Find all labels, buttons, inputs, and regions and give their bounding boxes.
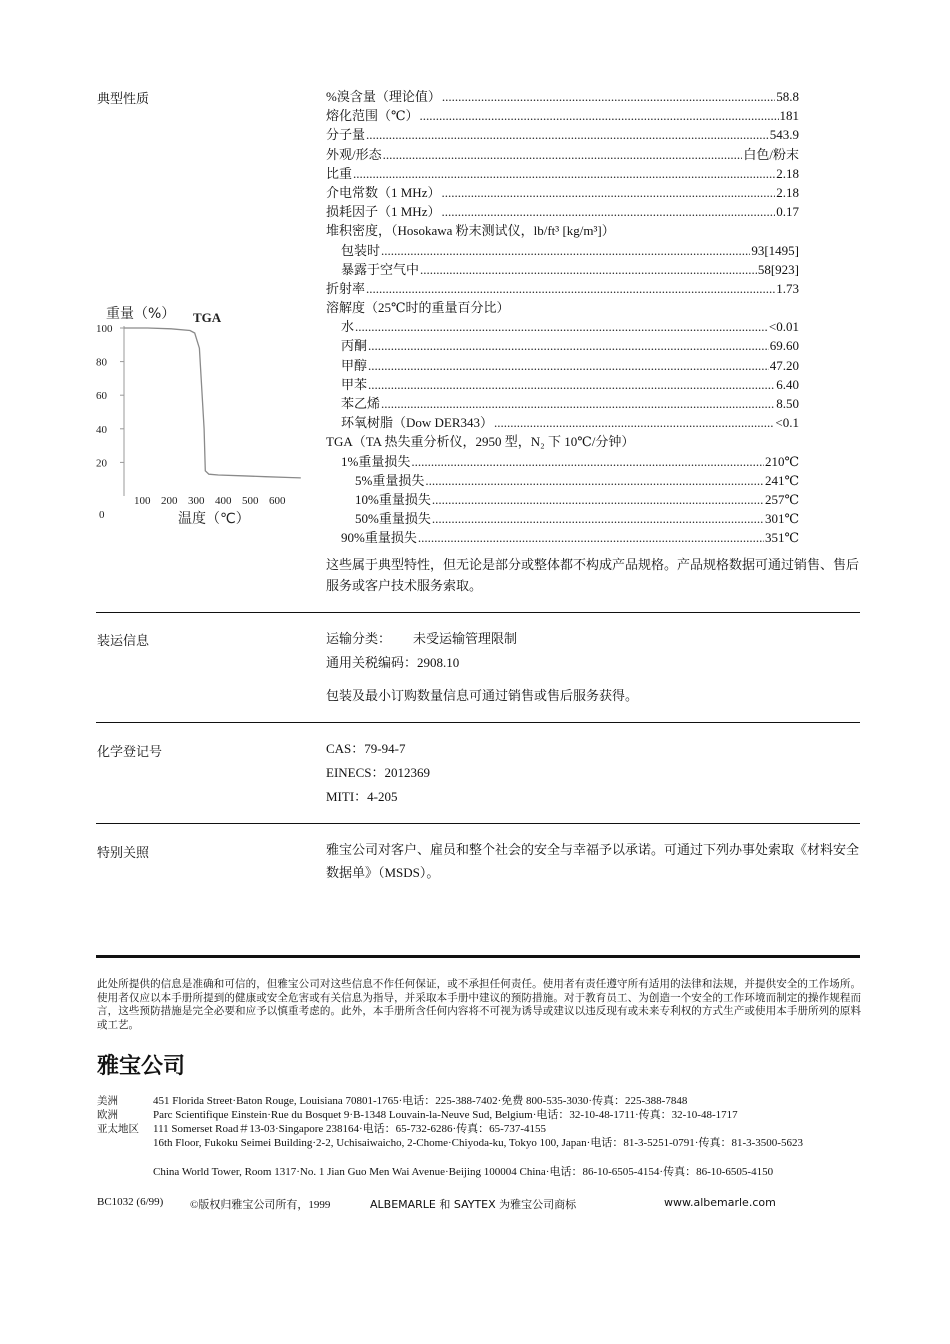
- chart-y-tick-label: 40: [96, 423, 107, 436]
- property-label: 比重: [326, 165, 353, 181]
- property-label: 90%重量损失: [341, 530, 417, 546]
- tariff-code: 通用关税编码：2908.10: [326, 655, 460, 670]
- chart-y-tick-label: 60: [96, 390, 107, 403]
- chart-y-tick-label: 80: [96, 356, 107, 369]
- property-row: [326, 528, 799, 547]
- property-group-header: 堆积密度，（Hosokawa 粉末测试仪，lb/ft³ [kg/m³]）: [326, 223, 615, 239]
- chart-title: TGA: [193, 310, 222, 325]
- dot-leader: [381, 394, 775, 413]
- property-row: [326, 336, 799, 355]
- section-label-special: 特别关照: [97, 846, 150, 861]
- footer-website: www.albemarle.com: [664, 1196, 776, 1209]
- property-value: 0.17: [776, 204, 799, 220]
- property-row: [326, 241, 799, 260]
- section-label-shipping: 装运信息: [97, 634, 150, 649]
- dot-leader: [432, 490, 764, 509]
- property-label: 甲苯: [341, 376, 368, 392]
- property-value: 58.8: [776, 89, 799, 104]
- chart-x-tick-label: 600: [269, 495, 286, 507]
- section-label-typical-properties: 典型性质: [97, 92, 150, 107]
- property-row: [326, 413, 799, 432]
- miti-number: MITI：4-205: [326, 789, 398, 804]
- chart-x-tick-label: 400: [215, 495, 232, 507]
- footer-code: BC1032 (6/99): [97, 1196, 164, 1208]
- company-name: 雅宝公司: [97, 1054, 186, 1079]
- property-label: 1%重量损失: [341, 453, 411, 469]
- property-value: 181: [779, 108, 799, 124]
- property-row: [326, 317, 799, 336]
- cas-number: CAS：79-94-7: [326, 741, 406, 756]
- dot-leader: [366, 279, 775, 298]
- property-value: 93[1495]: [751, 242, 799, 258]
- property-row: [326, 125, 799, 144]
- office-region: 亚太地区: [97, 1123, 139, 1135]
- property-label: 50%重量损失: [355, 511, 431, 527]
- property-value: 2.18: [776, 184, 799, 200]
- property-label: 甲醇: [341, 357, 368, 373]
- shipping-class: [326, 628, 861, 649]
- packaging-info: 包装及最小订购数量信息可通过销售或售后服务获得。: [326, 688, 639, 703]
- property-value: 351℃: [764, 530, 799, 546]
- footer-trademark: ALBEMARLE 和 SAYTEX 为雅宝公司商标: [370, 1198, 577, 1211]
- property-value: 543.9: [769, 127, 799, 143]
- divider-thick: [96, 955, 860, 958]
- property-label: 折射率: [326, 280, 366, 296]
- office-address: 16th Floor, Fukoku Seimei Building·2-2, Uchisaiwaicho, 2-Chome·Chiyoda-ku, Tokyo 100, Japan·电话：81-3-5251-0791·传真：81-3-3500-5623: [153, 1137, 803, 1149]
- office-address: 451 Florida Street·Baton Rouge, Louisiana 70801-1765·电话：225-388-7402·免费 800-535-3030·传真：225-388-7848: [153, 1095, 688, 1107]
- dot-leader: [442, 87, 775, 106]
- property-value: 1.73: [776, 280, 799, 296]
- property-group-header: TGA（TA 热失重分析仪，2950 型，N₂ 下 10℃/分钟）: [326, 434, 635, 450]
- dot-leader: [368, 336, 769, 355]
- property-value: 58[923]: [757, 261, 799, 277]
- office-region: 欧洲: [97, 1109, 118, 1121]
- property-value: <0.01: [768, 319, 799, 335]
- property-list: [326, 87, 799, 548]
- chart-xlabel: 温度（℃）: [178, 511, 250, 527]
- property-label: 损耗因子（1 MHz）: [326, 204, 441, 220]
- property-value: 241℃: [764, 472, 799, 488]
- chart-x-tick-label: 200: [161, 495, 178, 507]
- property-label: 介电常数（1 MHz）: [326, 184, 441, 200]
- section-label-registry: 化学登记号: [97, 745, 163, 760]
- dot-leader: [494, 413, 774, 432]
- property-row: [326, 356, 799, 375]
- office-address: Parc Scientifique Einstein·Rue du Bosquet 9·B-1348 Louvain-la-Neuve Sud, Belgium·电话：32-10-48-1711·传真：32-10-48-1717: [153, 1109, 738, 1121]
- dot-leader: [383, 145, 743, 164]
- chart-x-tick-label: 300: [188, 495, 205, 507]
- property-row: [326, 260, 799, 279]
- property-value: 6.40: [776, 376, 799, 392]
- property-label: 环氧树脂（Dow DER343）: [341, 415, 494, 431]
- property-label: 分子量: [326, 127, 366, 143]
- dot-leader: [418, 528, 764, 547]
- divider: [96, 823, 860, 824]
- property-row: [326, 452, 799, 471]
- property-row: [326, 509, 799, 528]
- chart-series-line: [124, 328, 301, 478]
- einecs-number: EINECS：2012369: [326, 765, 431, 780]
- property-row: [326, 471, 799, 490]
- property-label: 熔化范围（℃）: [326, 108, 419, 124]
- tga-chart: [86, 300, 336, 535]
- property-value: <0.1: [775, 415, 799, 431]
- property-row: [326, 164, 799, 183]
- property-row: [326, 490, 799, 509]
- property-row: [326, 87, 799, 106]
- chart-y-tick-label: 100: [96, 323, 113, 335]
- chart-origin-label: 0: [99, 509, 105, 521]
- typical-note: 这些属于典型特性，但无论是部分或整体都不构成产品规格。产品规格数据可通过销售、售后服务或客户技术服务索取。: [326, 557, 860, 593]
- property-row: [326, 279, 799, 298]
- property-value: 257℃: [764, 491, 799, 507]
- divider: [96, 612, 860, 613]
- dot-leader: [441, 202, 775, 221]
- property-label: 包装时: [341, 242, 381, 258]
- property-label: 外观/形态: [326, 146, 382, 162]
- dot-leader: [381, 241, 750, 260]
- property-value: 210℃: [764, 453, 799, 469]
- property-label: 10%重量损失: [355, 491, 431, 507]
- property-value: 2.18: [776, 165, 799, 181]
- property-group-header: 溶解度（25℃时的重量百分比）: [326, 300, 510, 316]
- property-row: [326, 202, 799, 221]
- dot-leader: [353, 164, 775, 183]
- office-address: 111 Somerset Road＃13-03·Singapore 238164·电话：65-732-6286·传真：65-737-4155: [153, 1123, 546, 1135]
- dot-leader: [441, 183, 775, 202]
- chart-y-tick-label: 20: [96, 457, 107, 470]
- special-text: 雅宝公司对客户、雇员和整个社会的安全与幸福予以承诺。可通过下列办事处索取《材料安全数据单》（MSDS）。: [326, 842, 860, 880]
- dot-leader: [411, 452, 764, 471]
- dot-leader: [425, 471, 764, 490]
- dot-leader: [368, 356, 769, 375]
- dot-leader: [366, 125, 769, 144]
- chart-x-tick-label: 100: [134, 495, 151, 507]
- divider: [96, 722, 860, 723]
- property-row: [326, 145, 799, 164]
- property-label: 苯乙烯: [341, 396, 381, 411]
- dot-leader: [420, 260, 757, 279]
- property-value: 8.50: [776, 396, 799, 411]
- property-label: %溴含量（理论值）: [326, 89, 441, 104]
- disclaimer: 此处所提供的信息是准确和可信的，但雅宝公司对这些信息不作任何保证，或不承担任何责任。使用者有责任遵守所有适用的法律和法规，并提供安全的工作场所。使用者仅应以本手册所提到的健康或安全危害或有关信息为指导，并采取本手册中建议的预防措施。对于教育员工、为创造一个安全的工作环境而制定的操作规程而言，这些预防措施是完全必要和应予以慎重考虑的。此外，本手册所含任何内容将不可视为诱导或建议以违反现有或未来专利权的方式生产或使用本手册所列的原料或工艺。: [97, 978, 861, 1031]
- shipping-class-value: 未受运输管理限制: [413, 631, 518, 646]
- property-row: [326, 394, 799, 413]
- property-label: 丙酮: [341, 338, 368, 354]
- property-row: [326, 106, 799, 125]
- property-value: 69.60: [769, 338, 799, 354]
- chart-ylabel: 重量（%）: [106, 306, 176, 322]
- property-label: 暴露于空气中: [341, 261, 420, 277]
- office-region: 美洲: [97, 1095, 118, 1107]
- dot-leader: [420, 106, 779, 125]
- property-value: 白色/粉末: [743, 146, 799, 162]
- property-row: [326, 183, 799, 202]
- property-row: [326, 375, 799, 394]
- property-value: 47.20: [769, 357, 799, 373]
- dot-leader: [432, 509, 764, 528]
- shipping-class-label: 运输分类：: [326, 631, 392, 646]
- property-label: 水: [341, 319, 355, 335]
- chart-x-tick-label: 500: [242, 495, 259, 507]
- dot-leader: [368, 375, 775, 394]
- footer-copyright: ©版权归雅宝公司所有，1999: [190, 1199, 331, 1211]
- property-label: 5%重量损失: [355, 472, 425, 488]
- property-value: 301℃: [764, 511, 799, 527]
- office-address: China World Tower, Room 1317·No. 1 Jian Guo Men Wai Avenue·Beijing 100004 China·电话：86-10-6505-4154·传真：86-10-6505-4150: [153, 1166, 774, 1178]
- dot-leader: [355, 317, 768, 336]
